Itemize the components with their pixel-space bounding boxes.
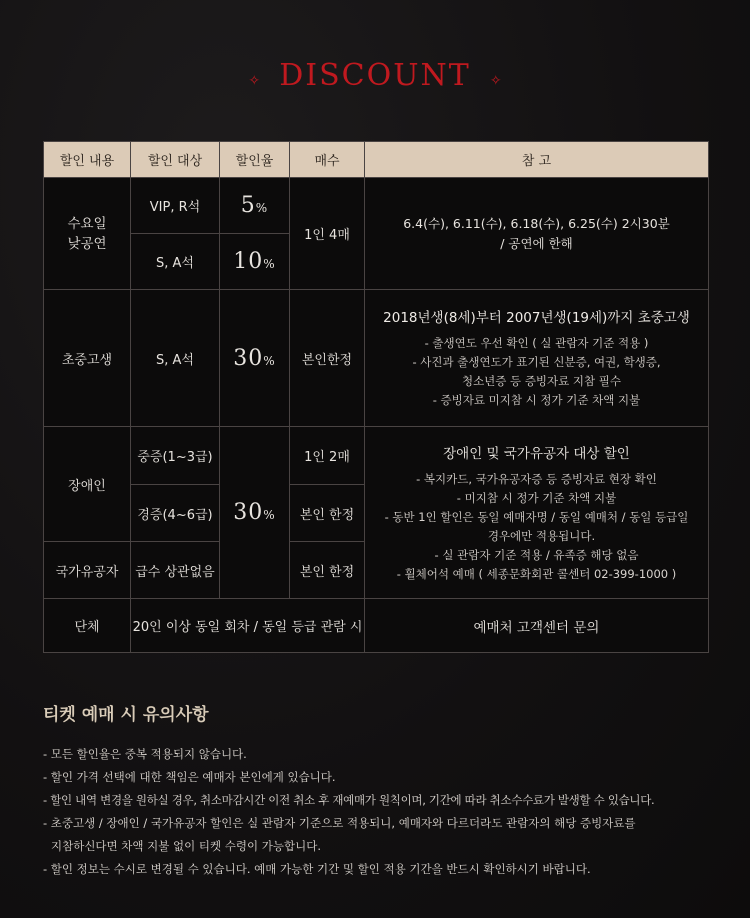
student-note (365, 290, 709, 427)
matinee-note-line2: / 공연에 한해 (500, 235, 573, 251)
disabled-note-head: 장애인 및 국가유공자 대상 할인 (443, 445, 630, 462)
student-note-item: 청소년증 등 증빙자료 지참 필수 (461, 374, 622, 388)
disabled-note-item: - 미지참 시 정가 기준 차액 지불 (456, 490, 617, 505)
notice-line: - 할인 가격 선택에 대한 책임은 예매자 본인에게 있습니다. (43, 770, 336, 784)
table-header-row (44, 142, 709, 178)
group-category: 단체 (44, 599, 131, 653)
veteran-target: 급수 상관없음 (131, 542, 220, 599)
group-target: 20인 이상 동일 회차 / 동일 등급 관람 시 (131, 599, 365, 653)
percent-sign: % (263, 353, 276, 368)
disabled-rate-value: 30 (233, 500, 264, 525)
veteran-tickets: 본인 한정 (290, 542, 365, 599)
notice-line: - 할인 정보는 수시로 변경될 수 있습니다. 예매 가능한 기간 및 할인 적용 기간을 반드시 확인하시기 바랍니다. (43, 862, 591, 876)
student-category: 초중고생 (44, 290, 131, 427)
page-title: DISCOUNT (279, 58, 471, 93)
table-row (44, 427, 709, 485)
matinee-rate-vip-value: 5 (240, 193, 256, 218)
percent-sign: % (263, 257, 276, 271)
student-target: S, A석 (131, 290, 220, 427)
header-discount-type: 할인 내용 (44, 142, 131, 178)
header-ticket-count: 매수 (290, 142, 365, 178)
header-notes: 참 고 (365, 142, 709, 178)
matinee-note-line1: 6.4(수), 6.11(수), 6.18(수), 6.25(수) 2시30분 (403, 215, 670, 231)
table-row (44, 178, 709, 234)
student-tickets: 본인한정 (290, 290, 365, 427)
header-discount-target: 할인 대상 (131, 142, 220, 178)
disabled-target-mild: 경증(4~6급) (131, 485, 220, 542)
disabled-note-item: - 복지카드, 국가유공자증 등 증빙자료 현장 확인 (416, 471, 657, 486)
page-title-block (0, 58, 750, 93)
student-note-item: - 출생연도 우선 확인 ( 실 관람자 기준 적용 ) (424, 336, 649, 350)
disabled-tickets-severe: 1인 2매 (290, 427, 365, 485)
disabled-note-item: - 휠체어석 예매 ( 세종문화회관 콜센터 02-399-1000 ) (396, 566, 677, 581)
disabled-note (365, 427, 709, 599)
matinee-target-vip: VIP, R석 (131, 178, 220, 234)
matinee-note (365, 178, 709, 290)
sparkle-icon-left: ✧ (248, 72, 261, 89)
disabled-note-item: - 실 관람자 기준 적용 / 유족증 해당 없음 (434, 547, 639, 562)
matinee-category (44, 178, 131, 290)
student-rate (220, 290, 290, 427)
disabled-tickets-mild: 본인 한정 (290, 485, 365, 542)
percent-sign: % (255, 201, 269, 215)
veteran-category: 국가유공자 (44, 542, 131, 599)
student-note-item: - 사진과 출생연도가 표기된 신분증, 여권, 학생증, (412, 355, 661, 369)
matinee-rate-sa (220, 234, 290, 290)
table-row (44, 599, 709, 653)
percent-sign: % (263, 508, 276, 522)
discount-table (43, 141, 709, 653)
matinee-rate-vip (220, 178, 290, 234)
sparkle-icon-right: ✧ (489, 72, 502, 89)
disabled-category: 장애인 (44, 427, 131, 542)
matinee-rate-sa-value: 10 (233, 249, 264, 274)
header-discount-rate: 할인율 (220, 142, 290, 178)
student-note-item: - 증빙자료 미지참 시 정가 기준 차액 지불 (432, 393, 641, 407)
matinee-target-sa: S, A석 (131, 234, 220, 290)
notice-line: - 모든 할인율은 중복 적용되지 않습니다. (43, 747, 247, 761)
matinee-tickets: 1인 4매 (290, 178, 365, 290)
notice-line: - 할인 내역 변경을 원하실 경우, 취소마감시간 이전 취소 후 재예매가 원칙이며, 기간에 따라 취소수수료가 발생할 수 있습니다. (43, 793, 655, 807)
disabled-rate (220, 427, 290, 599)
student-note-head: 2018년생(8세)부터 2007년생(19세)까지 초중고생 (383, 310, 690, 326)
disabled-target-severe: 중증(1~3급) (131, 427, 220, 485)
disabled-note-item: - 동반 1인 할인은 동일 예매자명 / 동일 예매처 / 동일 등급일 (384, 509, 689, 524)
notice-title: 티켓 예매 시 유의사항 (43, 705, 209, 725)
matinee-category-label: 수요일 낮공연 (67, 215, 107, 252)
notice-section (43, 700, 723, 881)
notice-line: 지참하신다면 차액 지불 없이 티켓 수령이 가능합니다. (51, 839, 321, 853)
student-rate-value: 30 (233, 345, 264, 371)
notice-line: - 초중고생 / 장애인 / 국가유공자 할인은 실 관람자 기준으로 적용되니, 예매자와 다르더라도 관람자의 해당 증빙자료를 (43, 816, 636, 830)
group-note: 예매처 고객센터 문의 (365, 599, 709, 653)
table-row (44, 290, 709, 427)
disabled-note-item: 경우에만 적용됩니다. (487, 528, 596, 543)
